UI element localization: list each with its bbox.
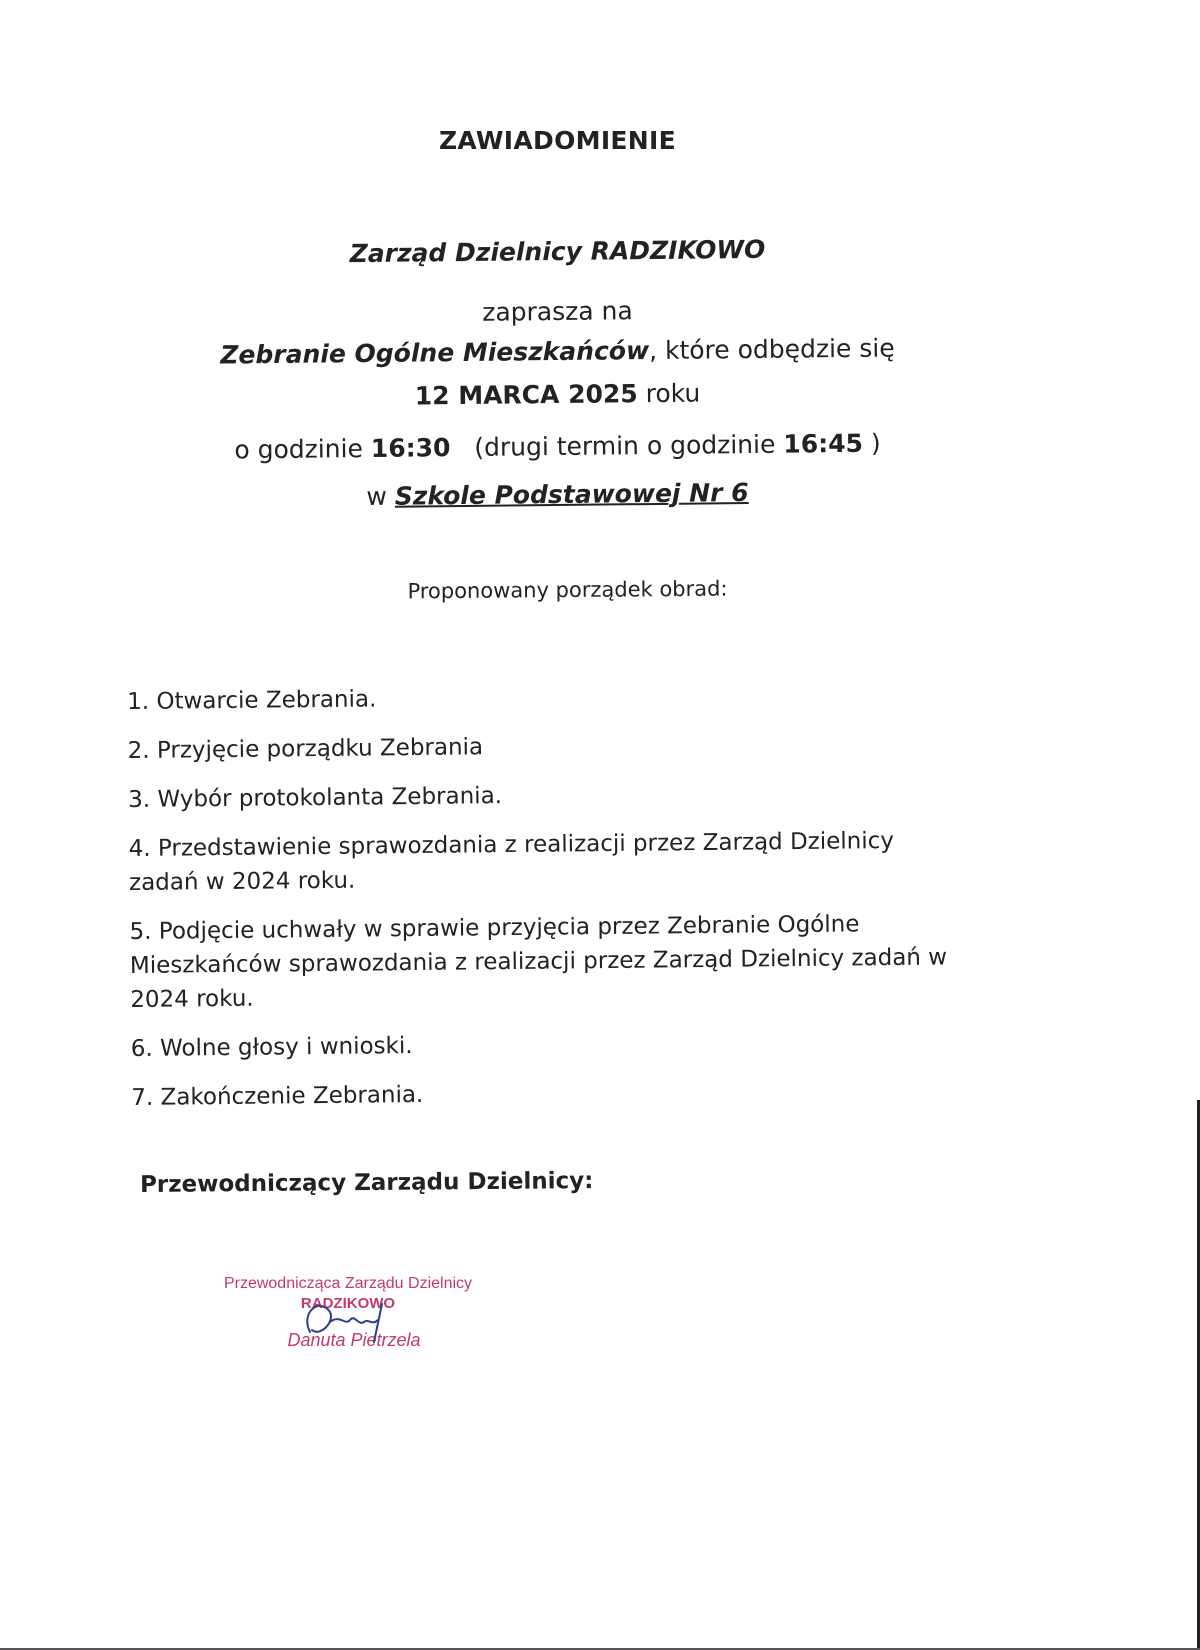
agenda-item: 6. Wolne głosy i wnioski. [130,1033,413,1062]
second-term-time: 16:45 [783,428,864,459]
date-line [0,374,1115,415]
stamp-name: Danuta Pietrzela [287,1330,421,1350]
stamp-district: RADZIKOWO [300,1295,396,1312]
second-term-suffix: ) [862,428,881,458]
date-suffix: roku [637,378,701,409]
signer-title: Przewodniczący Zarządu Dzielnicy: [139,1168,594,1198]
time-prefix: o godzinie [234,433,371,465]
meeting-name: Zebranie Ogólne Mieszkańców [220,336,650,370]
meeting-time: 16:30 [370,433,451,463]
agenda-item: 7. Zakończenie Zebrania. [131,1081,424,1111]
agenda-item: 1. Otwarcie Zebrania. [127,686,377,715]
signature-stroke [307,1304,382,1342]
agenda-item: 3. Wybór protokolanta Zebrania. [128,783,503,813]
agenda-item: 4. Przedstawienie sprawozdania z realizacji przez Zarząd Dzielnicy zadań w 2024 roku. [128,827,895,896]
invites-text: zaprasza na [482,296,633,327]
second-term-prefix: (drugi termin o godzinie [474,429,784,462]
stamp-title: Przewodnicząca Zarządu Dzielnicy [223,1275,473,1292]
venue-line [0,474,1115,515]
handwritten-signature [290,1292,410,1352]
invites-line [0,291,1115,332]
agenda-item: 5. Podjęcie uchwały w sprawie przyjęcia przez Zebranie Ogólne Mieszkańców sprawozdania z realizacji przez Zarząd Dzielnicy zadań w 2024 roku. [129,911,948,1013]
document-title: ZAWIADOMIENIE [438,126,677,155]
venue-prefix: w [366,481,395,512]
venue-name: Szkole Podstawowej Nr 6 [394,477,749,511]
agenda-heading: Proponowany porządek obrad: [407,576,728,604]
meeting-line [0,331,1115,372]
time-line [0,426,1115,467]
agenda-list [127,676,1032,1130]
meeting-date: 12 MARCA 2025 [414,379,638,411]
agenda-item: 2. Przyjęcie porządku Zebrania [127,734,484,764]
meeting-suffix: , które odbędzie się [648,333,895,366]
organization-name: Zarząd Dzielnicy RADZIKOWO [349,234,766,269]
